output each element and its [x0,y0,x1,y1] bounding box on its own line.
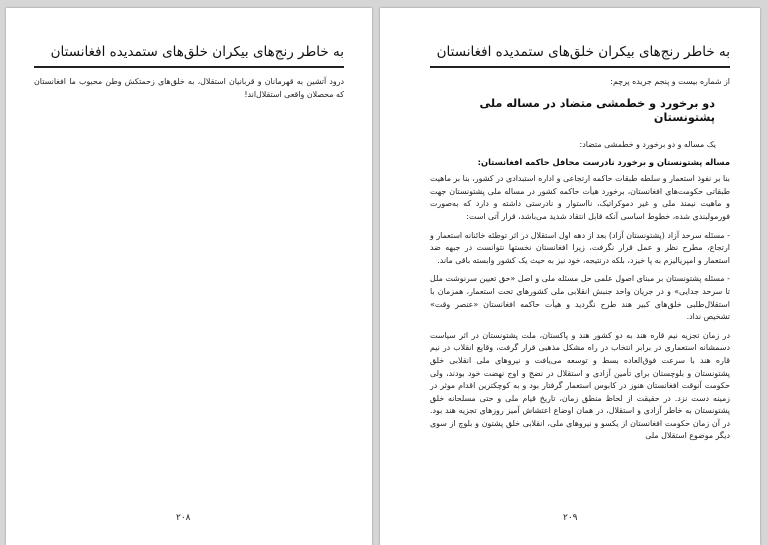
article-title: دو برخورد و خطمشی متضاد در مساله ملی پشتونستان [479,96,715,124]
article-subtitle: یک مساله و دو برخورد و خطمشی متضاد: [579,139,716,149]
page-header: به خاطر رنج‌های بیکران خلق‌های ستمدیده افغانستان [436,44,730,60]
page-number: ۲۰۸ [176,513,191,523]
paragraph: در زمان تجزیه نیم قاره هند به دو کشور هند و پاکستان، ملت پشتونستان در اثر سیاست دسمشانه استعماری در برابر انتخاب در راه مشکل مذهبی قرار گرفت، وقایع انقلاب در نیم قاره هند با سرعت فوق‌العاده بسط و توسعه می‌یافت و نیروهای ملی انقلابی خلق پشتونستان و بلوچستان برای تأمین آزادی و استقلال در نضج و اوج نهضت خود بودند، ولی حکومت آنوقت افغانستان هنوز در کابوس استعمار گرفتار بود و به کوچکترین اقدام موثر در زمینه دست نزد. در حقیقت از لحاظ منطق زمان، تاریخ قیام ملی و حتی مسلحانه خلق پشتونستان به خاطر آزادی و استقلال، در همان اوضاع اعتشاش آمیز روزهای تجزیه هند بود. در آن زمان حکومت افغانستان از یکسو و نیروهای ملی، انقلابی خلق پشتون و بلوچ از سوی دیگر موضوع استقلال ملی [430,330,730,441]
dedication-text: درود آتشین به قهرمانان و قربانیان استقلال، به خلق‌های زحمتکش وطن محبوب ما افغانستان که محصلان واقعی استقلال‌اند! [34,77,344,99]
source-note: از شماره بیست و پنجم جریده پرچم: [610,77,730,86]
paragraph: بنا بر نفوذ استعمار و سلطه طبقات حاکمه ارتجاعی و اداره استبدادی در کشور، بنا بر ماهیت طبقاتی حکومت‌های افغانستان، برخورد هیأت حاکمه کشور در مساله ملی پشتونستان جهت و ماهیت نیمند ملی و غیر دموکراتیک، نااستوار و نادرستی داشته و دارد که به‌صورت فورمولبندی شده، خطوط اساسی آنکه قابل انتقاد شدید می‌باشد، قرار آتی است: [430,174,730,221]
header-rule [430,66,730,68]
page-header: به خاطر رنج‌های بیکران خلق‌های ستمدیده افغانستان [50,44,344,60]
paragraph: - مسئله پشتونستان بر مبنای اصول علمی حل مسئله ملی و اصل «حق تعیین سرنوشت ملل تا سرحد جدایی» و در جریان واحد جنبش انقلابی ملی کشورهای تحت استعمار، همزمان با استقلال‌طلبی خلق‌های کبیر هند طرح نگردید و هیأت حاکمه افغانستان «عنصر وقت» تشخیص نداد. [430,274,730,322]
header-rule [34,66,344,68]
paragraph: - مسئله سرحد آزاد (پشتونستان آزاد) بعد از دهه اول استقلال در اثر توطئه خائنانه استعمار و ارتجاع، مطرح نظر و عمل قرار نگرفت، زیرا افغانستان نخستها نتوانست در جبهه ضد استعمار و امپریالیزم به پا خیزد، بلکه درنتیجه، خود نیز به حیث یک کشور وابسته باقی ماند. [430,230,730,265]
page-number: ۲۰۹ [563,513,578,523]
section-heading: مساله پشتونستان و برخورد نادرست محافل حاکمه افغانستان: [477,157,730,168]
article-body [430,76,730,449]
left-page [6,8,372,545]
right-page [380,8,760,545]
